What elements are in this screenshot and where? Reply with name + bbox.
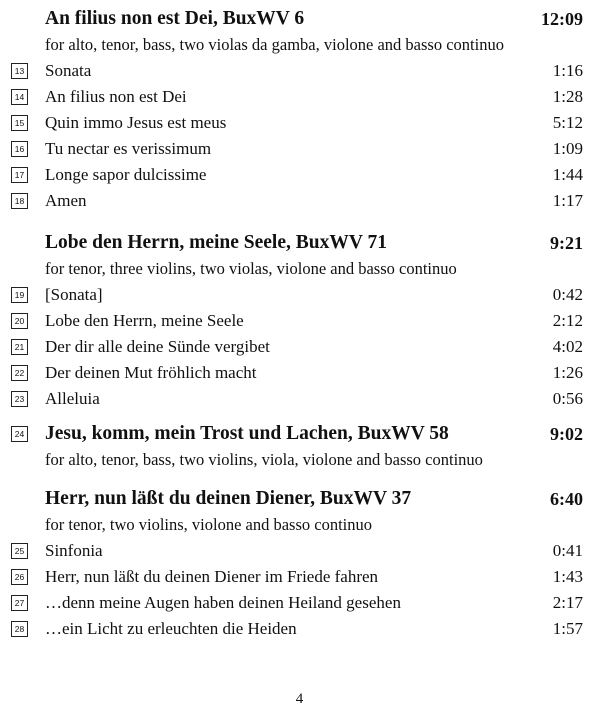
track-number: 25 bbox=[11, 543, 28, 559]
work-title: Herr, nun läßt du deinen Diener, BuxWV 37 bbox=[45, 488, 412, 509]
track-duration: 1:17 bbox=[552, 191, 583, 210]
track-title: Longe sapor dulcissime bbox=[45, 165, 207, 184]
track-duration: 1:44 bbox=[552, 165, 583, 184]
work-scoring-row bbox=[0, 512, 599, 538]
work-block bbox=[0, 230, 599, 412]
track-number: 28 bbox=[11, 621, 28, 637]
work-scoring-row bbox=[0, 447, 599, 473]
work-scoring-row bbox=[0, 32, 599, 58]
work-duration: 6:40 bbox=[550, 489, 583, 509]
track-duration: 1:28 bbox=[552, 87, 583, 106]
track-number: 13 bbox=[11, 63, 28, 79]
work-scoring-row bbox=[0, 256, 599, 282]
work-scoring: for tenor, two violins, violone and basso continuo bbox=[45, 515, 373, 534]
track-title: Amen bbox=[45, 191, 87, 210]
track-row bbox=[0, 616, 599, 642]
work-duration: 9:02 bbox=[550, 424, 583, 444]
track-duration: 4:02 bbox=[552, 337, 583, 356]
track-number: 19 bbox=[11, 287, 28, 303]
track-number: 17 bbox=[11, 167, 28, 183]
track-title: An filius non est Dei bbox=[45, 87, 187, 106]
work-title: An filius non est Dei, BuxWV 6 bbox=[45, 8, 305, 29]
track-duration: 0:42 bbox=[552, 285, 583, 304]
track-row bbox=[0, 360, 599, 386]
track-duration: 2:17 bbox=[552, 593, 583, 612]
track-row bbox=[0, 386, 599, 412]
work-scoring: for tenor, three violins, two violas, violone and basso continuo bbox=[45, 259, 457, 278]
work-block bbox=[0, 6, 599, 214]
work-duration: 9:21 bbox=[550, 233, 583, 253]
work-title-row bbox=[0, 6, 599, 32]
track-duration: 5:12 bbox=[552, 113, 583, 132]
work-duration: 12:09 bbox=[541, 9, 583, 29]
track-title: Quin immo Jesus est meus bbox=[45, 113, 227, 132]
track-number: 24 bbox=[11, 426, 28, 442]
work-block bbox=[0, 486, 599, 642]
track-title: Sonata bbox=[45, 61, 92, 80]
track-duration: 0:56 bbox=[552, 389, 583, 408]
track-title: …ein Licht zu erleuchten die Heiden bbox=[45, 619, 297, 638]
work-block bbox=[0, 421, 599, 473]
track-title: Herr, nun läßt du deinen Diener im Friede fahren bbox=[45, 567, 379, 586]
track-number: 15 bbox=[11, 115, 28, 131]
track-title: Lobe den Herrn, meine Seele bbox=[45, 311, 244, 330]
track-duration: 2:12 bbox=[552, 311, 583, 330]
work-title: Lobe den Herrn, meine Seele, BuxWV 71 bbox=[45, 232, 387, 253]
track-number: 21 bbox=[11, 339, 28, 355]
track-row bbox=[0, 110, 599, 136]
track-row bbox=[0, 590, 599, 616]
track-duration: 1:43 bbox=[552, 567, 583, 586]
track-row bbox=[0, 136, 599, 162]
track-row bbox=[0, 334, 599, 360]
page-number: 4 bbox=[295, 691, 304, 707]
track-number: 26 bbox=[11, 569, 28, 585]
track-row bbox=[0, 282, 599, 308]
track-number: 20 bbox=[11, 313, 28, 329]
track-duration: 1:09 bbox=[552, 139, 583, 158]
track-row bbox=[0, 308, 599, 334]
work-title-row bbox=[0, 486, 599, 512]
track-row bbox=[0, 162, 599, 188]
track-title: [Sonata] bbox=[45, 285, 103, 304]
work-title: Jesu, komm, mein Trost und Lachen, BuxWV 58 bbox=[45, 423, 449, 444]
work-scoring: for alto, tenor, bass, two violas da gamba, violone and basso continuo bbox=[45, 35, 504, 54]
track-row bbox=[0, 58, 599, 84]
work-title-row bbox=[0, 230, 599, 256]
track-row bbox=[0, 538, 599, 564]
track-title: Tu nectar es verissimum bbox=[45, 139, 212, 158]
track-number: 14 bbox=[11, 89, 28, 105]
track-title: …denn meine Augen haben deinen Heiland gesehen bbox=[45, 593, 401, 612]
track-row bbox=[0, 188, 599, 214]
track-number: 23 bbox=[11, 391, 28, 407]
track-number: 18 bbox=[11, 193, 28, 209]
track-title: Der deinen Mut fröhlich macht bbox=[45, 363, 257, 382]
track-duration: 1:57 bbox=[552, 619, 583, 638]
track-title: Sinfonia bbox=[45, 541, 103, 560]
work-title-row bbox=[0, 421, 599, 447]
track-number: 27 bbox=[11, 595, 28, 611]
track-number: 16 bbox=[11, 141, 28, 157]
track-duration: 0:41 bbox=[552, 541, 583, 560]
track-title: Alleluia bbox=[45, 389, 100, 408]
work-scoring: for alto, tenor, bass, two violins, viola, violone and basso continuo bbox=[45, 450, 483, 469]
track-number: 22 bbox=[11, 365, 28, 381]
track-duration: 1:26 bbox=[552, 363, 583, 382]
track-row bbox=[0, 564, 599, 590]
track-row bbox=[0, 84, 599, 110]
track-duration: 1:16 bbox=[552, 61, 583, 80]
track-title: Der dir alle deine Sünde vergibet bbox=[45, 337, 270, 356]
